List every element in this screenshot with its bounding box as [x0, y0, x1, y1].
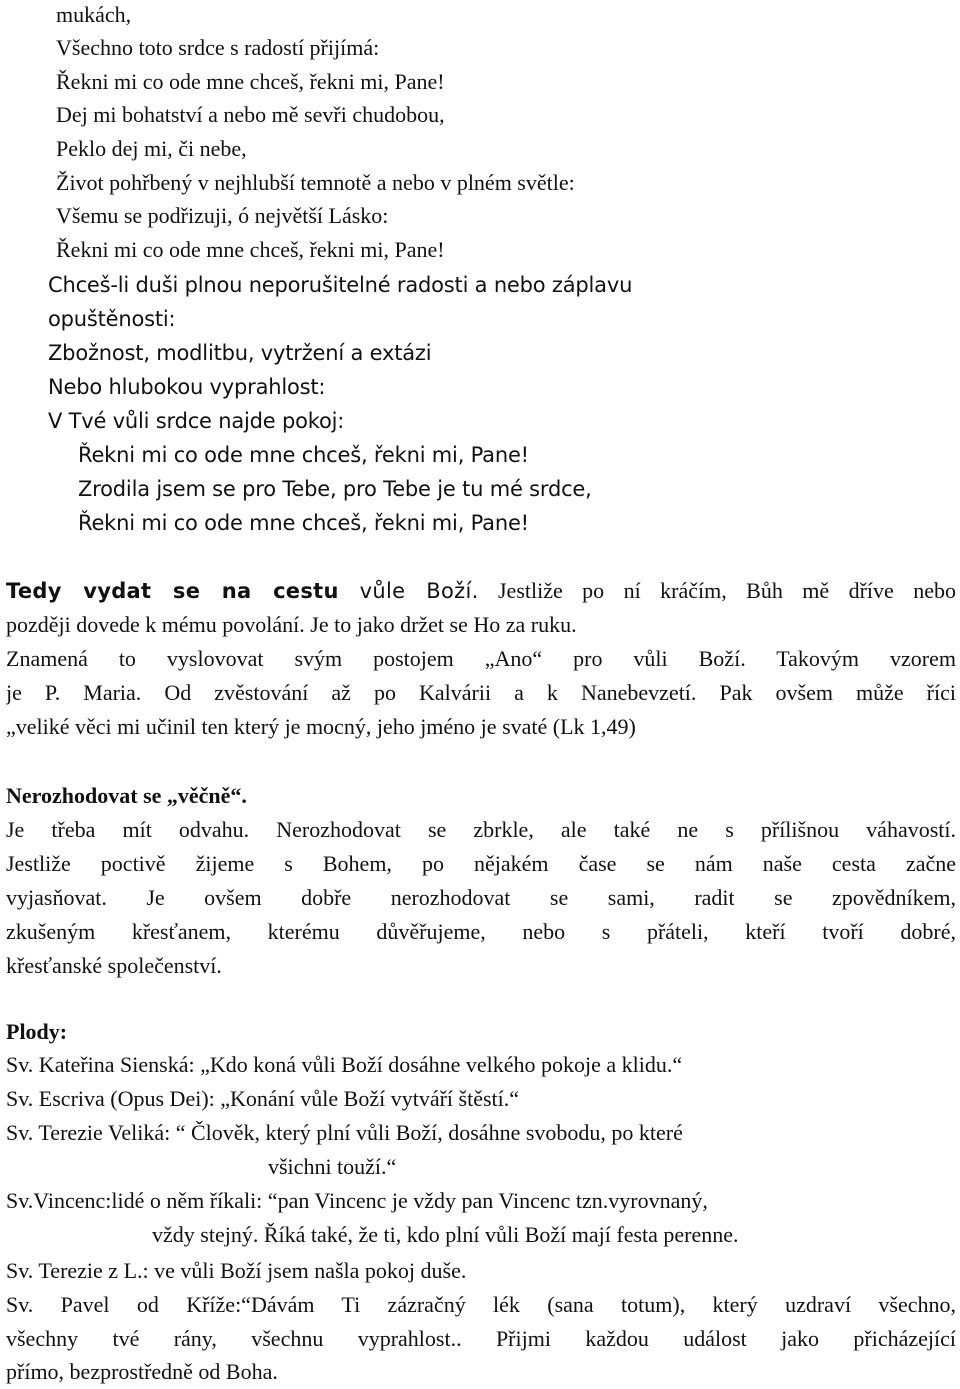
section-paragraph-line: zkušeným křesťanem, kterému důvěřujeme, nebo s přáteli, kteří tvoří dobré,	[6, 919, 956, 944]
quote-line: Sv. Pavel od Kříže:“Dávám Ti zázračný lék (sana totum), který uzdraví všechno,	[6, 1292, 956, 1317]
poem-line: Peklo dej mi, či nebe,	[56, 136, 247, 161]
section-paragraph-line	[6, 576, 956, 606]
poem-line: Řekni mi co ode mne chceš, řekni mi, Pane!	[78, 443, 529, 467]
poem-line: V Tvé vůli srdce najde pokoj:	[48, 409, 345, 433]
poem-line: Život pohřbený v nejhlubší temnotě a nebo v plném světle:	[56, 170, 575, 195]
section-heading: Tedy vydat se na cestu	[6, 579, 339, 603]
section-paragraph-line: Je třeba mít odvahu. Nerozhodovat se zbrkle, ale také ne s přílišnou váhavostí.	[6, 817, 956, 842]
heading-continuation: vůle Boží.	[338, 579, 479, 603]
quote-line: Sv.Vincenc:lidé o něm říkali: “pan Vincenc je vždy pan Vincenc tzn.vyrovnaný,	[6, 1188, 708, 1213]
poem-line: Řekni mi co ode mne chceš, řekni mi, Pane!	[56, 69, 445, 94]
poem-line: Všechno toto srdce s radostí přijímá:	[56, 35, 380, 60]
quote-line: přímo, bezprostředně od Boha.	[6, 1359, 278, 1384]
quote-line: všichni touží.“	[268, 1154, 397, 1179]
section-heading: Nerozhodovat se „věčně“.	[6, 783, 247, 808]
poem-line: Všemu se podřizuji, ó největší Lásko:	[56, 203, 389, 228]
poem-line: opuštěnosti:	[48, 307, 176, 331]
quote-line: vždy stejný. Říká také, že ti, kdo plní vůli Boží mají festa perenne.	[152, 1222, 739, 1247]
poem-line: Dej mi bohatství a nebo mě sevři chudobou,	[56, 102, 445, 127]
quote-line: Sv. Terezie Veliká: “ Člověk, který plní vůli Boží, dosáhne svobodu, po které	[6, 1120, 683, 1145]
poem-line: Zbožnost, modlitbu, vytržení a extázi	[48, 341, 432, 365]
poem-line: Chceš-li duši plnou neporušitelné radosti a nebo záplavu	[48, 273, 633, 297]
poem-line: Řekni mi co ode mne chceš, řekni mi, Pane!	[56, 237, 445, 262]
quote-line: Sv. Kateřina Sienská: „Kdo koná vůli Boží dosáhne velkého pokoje a klidu.“	[6, 1052, 683, 1077]
section-paragraph-line: „veliké věci mi učinil ten který je mocný, jeho jméno je svaté (Lk 1,49)	[6, 714, 636, 739]
section-paragraph-line: Jestliže poctivě žijeme s Bohem, po nějakém čase se nám naše cesta začne	[6, 851, 956, 876]
section-paragraph-line: později dovede k mému povolání. Je to jako držet se Ho za ruku.	[6, 612, 577, 637]
section-paragraph-line: Znamená to vyslovovat svým postojem „Ano“ pro vůli Boží. Takovým vzorem	[6, 646, 956, 671]
poem-line: Nebo hlubokou vyprahlost:	[48, 375, 326, 399]
quote-line: Sv. Escriva (Opus Dei): „Konání vůle Boží vytváří štěstí.“	[6, 1086, 520, 1111]
poem-line: Zrodila jsem se pro Tebe, pro Tebe je tu mé srdce,	[78, 477, 592, 501]
line-continuation: Jestliže po ní kráčím, Bůh mě dříve nebo	[478, 578, 956, 603]
section-paragraph-line: vyjasňovat. Je ovšem dobře nerozhodovat se sami, radit se zpovědníkem,	[6, 885, 956, 910]
section-paragraph-line: křesťanské společenství.	[6, 953, 222, 978]
section-heading: Plody:	[6, 1019, 68, 1044]
section-paragraph-line: je P. Maria. Od zvěstování až po Kalvárii a k Nanebevzetí. Pak ovšem může říci	[6, 680, 956, 705]
poem-line: mukách,	[56, 2, 132, 27]
quote-line: Sv. Terezie z L.: ve vůli Boží jsem našla pokoj duše.	[6, 1258, 467, 1283]
quote-line: všechny tvé rány, všechnu vyprahlost.. Přijmi každou událost jako přicházející	[6, 1326, 956, 1351]
poem-line: Řekni mi co ode mne chceš, řekni mi, Pane!	[78, 511, 529, 535]
